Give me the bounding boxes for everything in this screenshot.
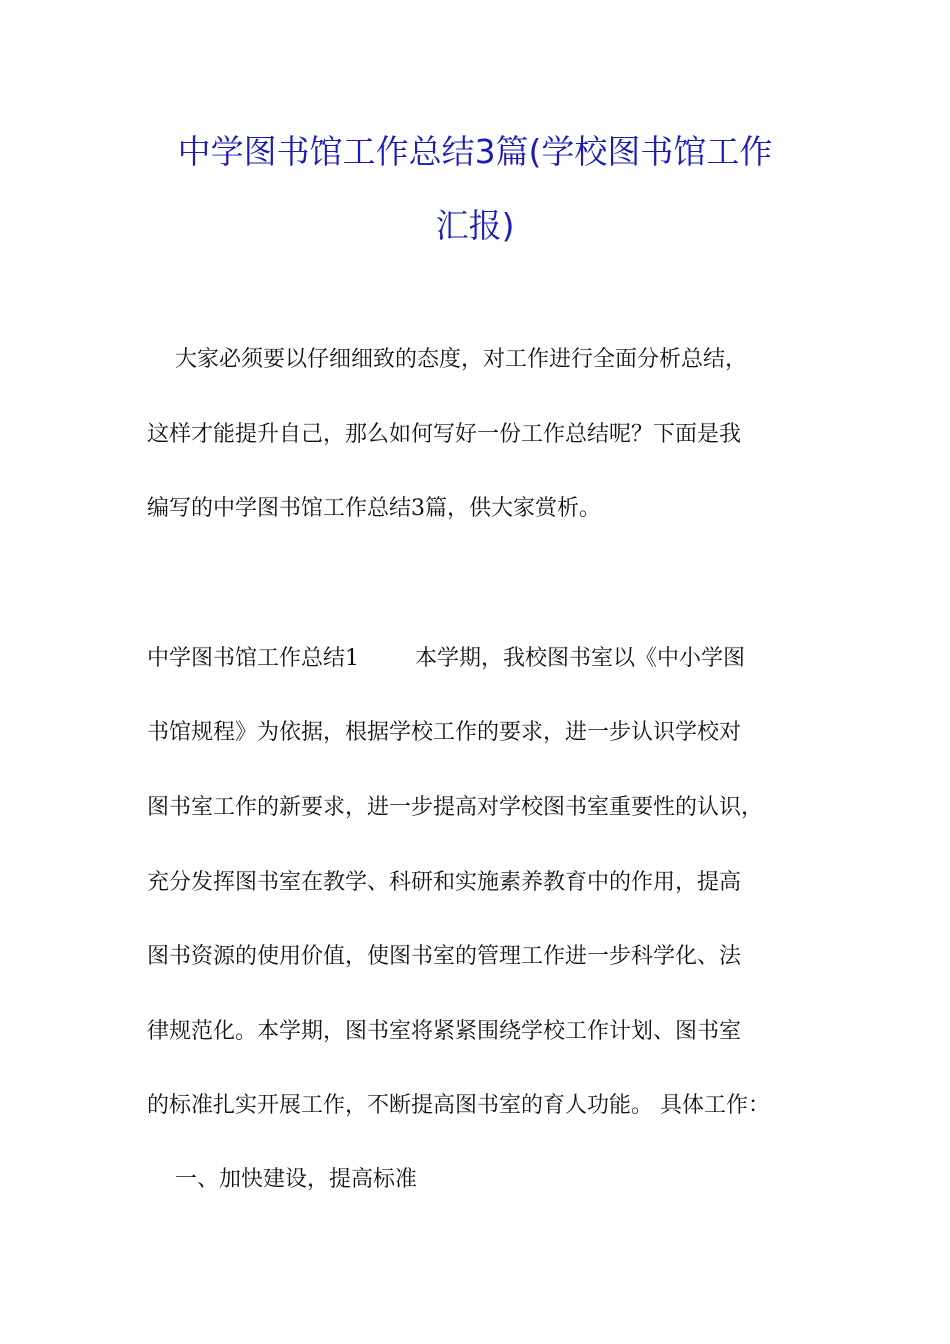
- intro-line-2: 这样才能提升自己，那么如何写好一份工作总结呢？下面是我: [147, 422, 742, 447]
- body-line-7: 的标准扎实开展工作，不断提高图书室的育人功能。 具体工作：: [147, 1093, 770, 1118]
- body-line-4: 充分发挥图书室在教学、科研和实施素养教育中的作用，提高: [147, 870, 742, 895]
- body-line-3: 图书室工作的新要求，进一步提高对学校图书室重要性的认识，: [147, 795, 764, 820]
- body-line-1: 中学图书馆工作总结1 本学期，我校图书室以《中小学图: [147, 646, 745, 671]
- document-title-line-2: 汇报): [435, 206, 515, 245]
- body-line-6: 律规范化。本学期，图书室将紧紧围绕学校工作计划、图书室: [147, 1019, 742, 1044]
- intro-line-3: 编写的中学图书馆工作总结3篇，供大家赏析。: [147, 496, 601, 521]
- intro-line-1: 大家必须要以仔细细致的态度，对工作进行全面分析总结，: [147, 347, 747, 372]
- body-line-2: 书馆规程》为依据，根据学校工作的要求，进一步认识学校对: [147, 720, 742, 745]
- section-heading-1: 一、加快建设，提高标准: [147, 1167, 417, 1192]
- document-title-line-1: 中学图书馆工作总结3篇(学校图书馆工作: [177, 132, 773, 171]
- body-line-5: 图书资源的使用价值，使图书室的管理工作进一步科学化、法: [147, 944, 742, 969]
